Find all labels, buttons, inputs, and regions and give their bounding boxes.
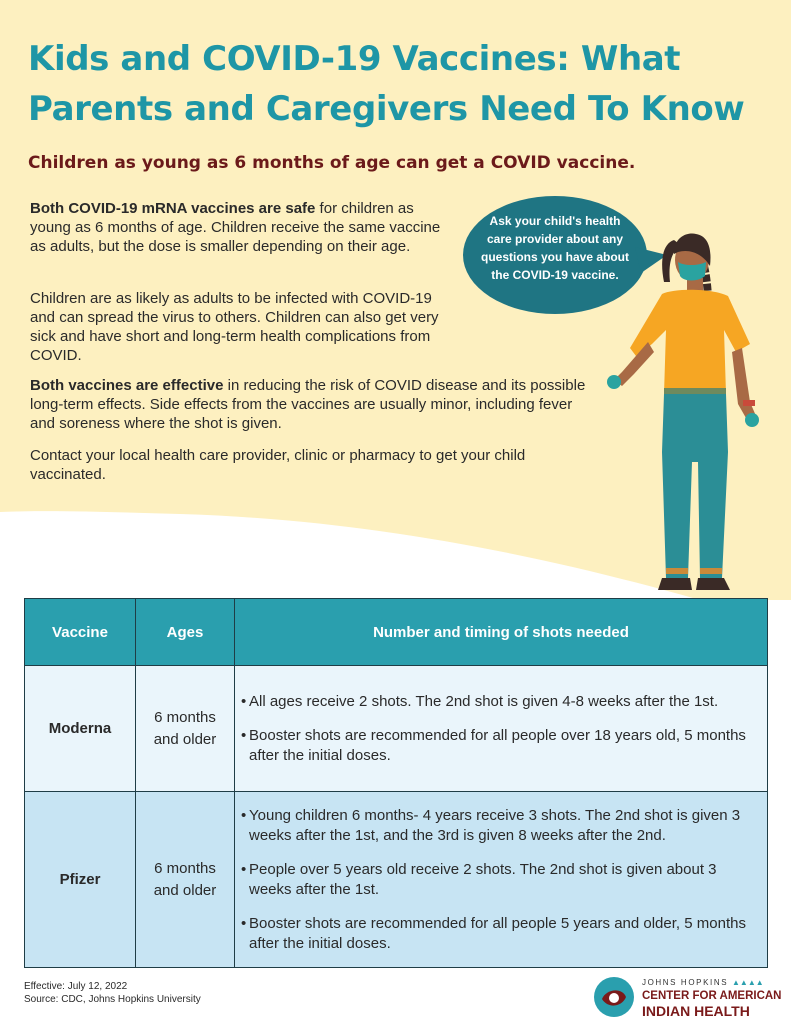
jhu-center-logo <box>592 975 782 1019</box>
ages-moderna <box>136 666 235 792</box>
header-vaccine: Vaccine <box>25 599 136 666</box>
shot-item: • Young children 6 months- 4 years receive 3 shots. The 2nd shot is given 3 weeks after the 1st, and the 3rd is given 8 weeks after the 2nd. <box>241 806 761 846</box>
ages-moderna-line2: and older <box>153 730 217 748</box>
table-row-moderna <box>25 666 768 792</box>
footer-notes <box>24 980 201 1006</box>
logo-line3: INDIAN HEALTH <box>642 1003 750 1019</box>
caregiver-illustration <box>592 222 782 602</box>
logo-emblem-icon <box>592 975 636 1019</box>
shot-item: • Booster shots are recommended for all people over 18 years old, 5 months after the initial doses. <box>241 726 761 766</box>
ages-moderna-line1: 6 months <box>154 708 216 726</box>
vaccine-name-pfizer: Pfizer <box>25 792 136 968</box>
page-title: Kids and COVID-19 Vaccines: What Parents and Caregivers Need To Know <box>28 39 745 129</box>
page-subtitle: Children as young as 6 months of age can get a COVID vaccine. <box>28 153 636 173</box>
header-shots: Number and timing of shots needed <box>235 599 768 666</box>
mountains-icon: ▲▲▲▲ <box>731 978 764 987</box>
effectiveness-bold-text: Both vaccines are effective <box>30 377 224 394</box>
effective-date: Effective: July 12, 2022 <box>24 981 128 992</box>
logo-line2: CENTER FOR AMERICAN <box>642 990 782 1002</box>
ages-pfizer-line2: and older <box>153 881 217 899</box>
vaccine-schedule-table <box>24 598 768 968</box>
intro-paragraph-safety <box>30 199 450 256</box>
shot-text: People over 5 years old receive 2 shots. The 2nd shot is given about 3 weeks after the 1st. <box>249 860 717 898</box>
ages-pfizer-line1: 6 months <box>154 859 216 877</box>
intro-paragraph-risk: Children are as likely as adults to be infected with COVID-19 and can spread the virus to others. Children can also get very sick and have short and long-term health complications from COVID. <box>30 290 439 364</box>
shot-item: • Booster shots are recommended for all people 5 years and older, 5 months after the initial doses. <box>241 914 761 954</box>
shots-moderna <box>235 666 768 792</box>
header-ages: Ages <box>136 599 235 666</box>
vaccine-name-moderna: Moderna <box>25 666 136 792</box>
intro-paragraph-contact: Contact your local health care provider, clinic or pharmacy to get your child vaccinated. <box>30 447 526 483</box>
shots-pfizer <box>235 792 768 968</box>
shot-item: • People over 5 years old receive 2 shots. The 2nd shot is given about 3 weeks after the 1st. <box>241 860 761 900</box>
speech-bubble-text: Ask your child's health care provider about any questions you have about the COVID-19 vaccine. <box>480 214 630 282</box>
source-note: Source: CDC, Johns Hopkins University <box>24 994 201 1005</box>
shot-text: Young children 6 months- 4 years receive 3 shots. The 2nd shot is given 3 weeks after the 1st, and the 3rd is given 8 weeks after the 2nd. <box>249 806 741 844</box>
table-header-row <box>25 599 768 666</box>
shot-item: • All ages receive 2 shots. The 2nd shot is given 4-8 weeks after the 1st. <box>241 692 719 710</box>
safety-text: for children as young as 6 months of age. Children receive the same vaccine as adults, but the dose is smaller depending on their age. <box>30 200 441 255</box>
safety-bold-text: Both COVID-19 mRNA vaccines are safe <box>30 200 316 217</box>
ages-pfizer <box>136 792 235 968</box>
logo-line1: JOHNS HOPKINS ▲▲▲▲ <box>642 978 764 987</box>
shot-text: Booster shots are recommended for all people 5 years and older, 5 months after the initial doses. <box>249 914 746 952</box>
shot-text: Booster shots are recommended for all people over 18 years old, 5 months after the initial doses. <box>249 726 746 764</box>
table-row-pfizer <box>25 792 768 968</box>
shot-text: All ages receive 2 shots. The 2nd shot is given 4-8 weeks after the 1st. <box>249 692 719 710</box>
effectiveness-text: in reducing the risk of COVID disease and its possible long-term effects. Side effects from the vaccines are usually minor, including fever and soreness where the shot is given. <box>30 377 586 432</box>
intro-paragraph-effectiveness <box>30 376 600 433</box>
